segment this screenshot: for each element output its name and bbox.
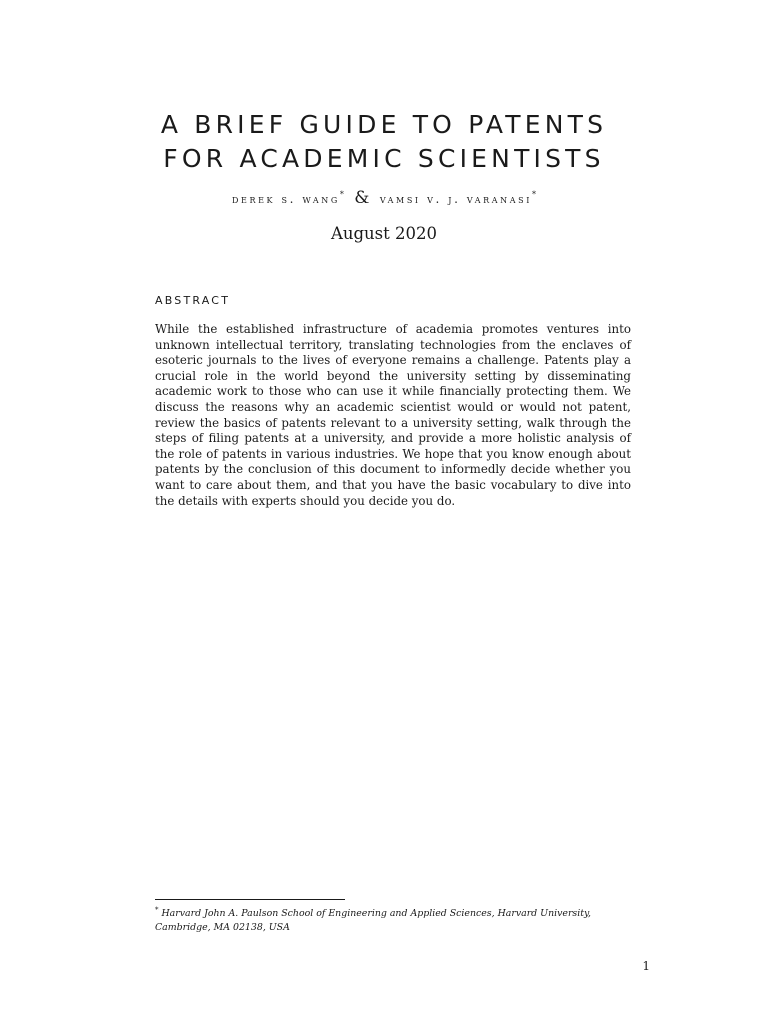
publication-date: August 2020 xyxy=(330,224,438,243)
footnote-divider xyxy=(155,899,345,900)
title-line-2: FOR ACADEMIC SCIENTISTS xyxy=(163,144,605,173)
author-name: vamsi v. j. varanasi xyxy=(379,192,532,206)
page-number: 1 xyxy=(642,959,650,973)
footnote-text: Harvard John A. Paulson School of Engineering and Applied Sciences, Harvard University, Cambridge, MA 02138, USA xyxy=(155,908,592,934)
footnote-mark: * xyxy=(155,906,159,914)
title-line-1: A BRIEF GUIDE TO PATENTS xyxy=(160,110,608,139)
author-name: derek s. wang xyxy=(232,192,340,206)
abstract-body: While the established infrastructure of academia promotes ventures into unknown intellectual territory, translating technologies from the enclaves of esoteric journals to the lives of everyone remains a challenge. Patents play a crucial role in the world beyond the university setting by disseminating academic work to those who can use it while financially protecting them. We discuss the reasons why an academic scientist would or would not patent, review the basics of patents relevant to a university setting, walk through the steps of filing patents at a university, and provide a more holistic analysis of the role of patents in various industries. We hope that you know enough about patents by the conclusion of this document to informedly decide whether you want to care about them, and that you have the basic vocabulary to dive into the details with experts should you decide you do. xyxy=(155,322,631,508)
author-separator: & xyxy=(354,188,370,208)
affiliation-mark: * xyxy=(531,190,536,199)
paper-title xyxy=(0,108,768,176)
affiliation-mark: * xyxy=(339,190,344,199)
abstract-heading: ABSTRACT xyxy=(155,294,231,307)
author-list xyxy=(0,188,768,208)
affiliation-footnote xyxy=(155,903,631,935)
